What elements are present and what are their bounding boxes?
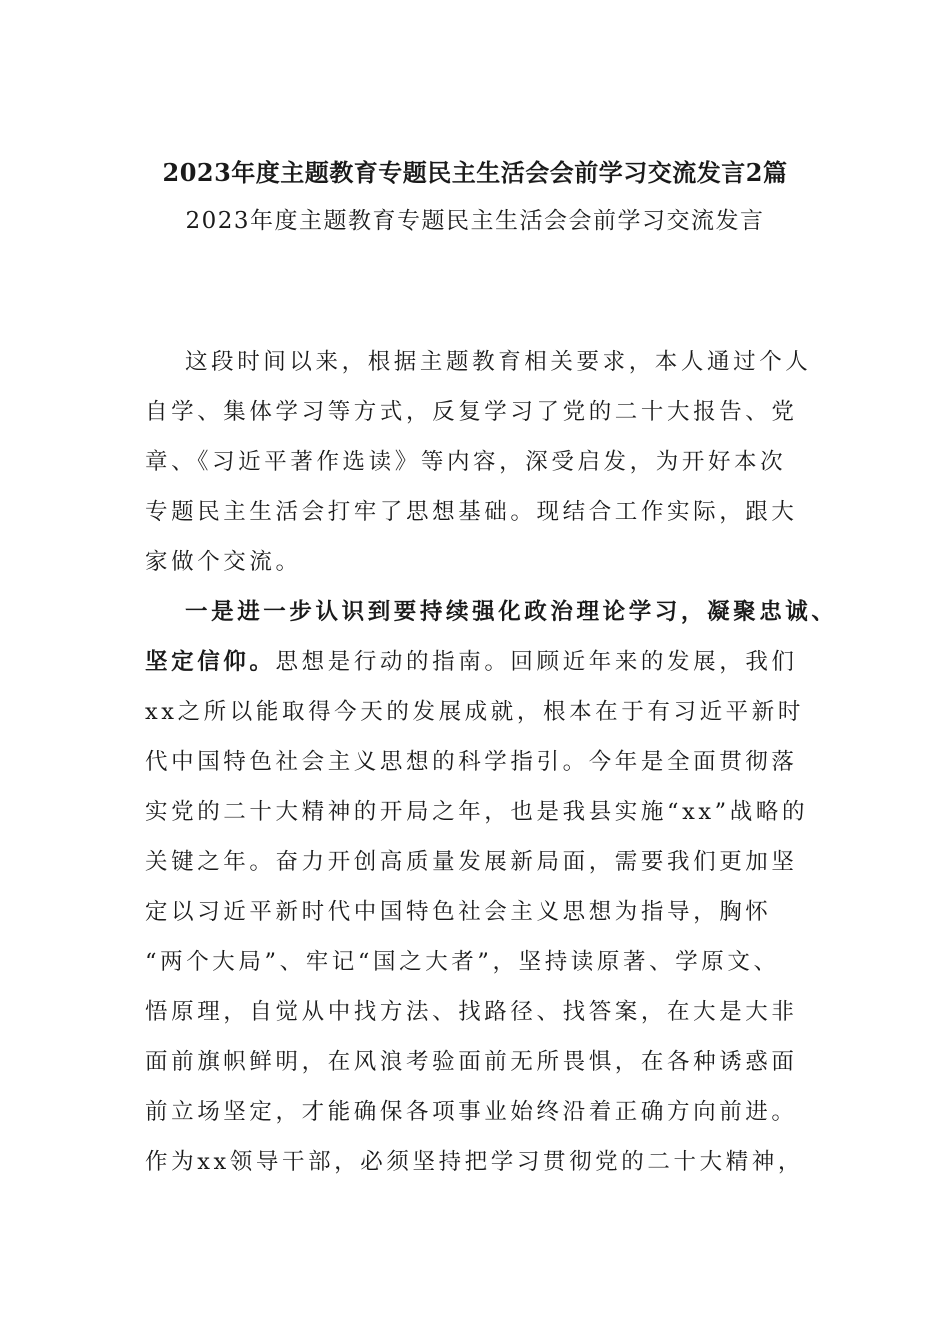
paragraph-line: 家做个交流。 <box>145 549 302 575</box>
paragraph-line: 自学、集体学习等方式，反复学习了党的二十大报告、党 <box>145 399 798 425</box>
paragraph-line: 定以习近平新时代中国特色社会主义思想为指导，胸怀 <box>145 899 772 925</box>
paragraph-line: 作为xx领导干部，必须坚持把学习贯彻党的二十大精神， <box>145 1149 804 1175</box>
paragraph-line: xx之所以能取得今天的发展成就，根本在于有习近平新时 <box>145 699 804 725</box>
paragraph-line: 代中国特色社会主义思想的科学指引。今年是全面贯彻落 <box>145 749 798 775</box>
section-heading: 一是进一步认识到要持续强化政治理论学习，凝聚忠诚、 <box>185 599 838 625</box>
paragraph-line: 悟原理，自觉从中找方法、找路径、找答案，在大是大非 <box>145 999 798 1025</box>
paragraph-text: 思想是行动的指南。回顾近年来的发展，我们 <box>275 649 798 675</box>
paragraph-line: 章、《习近平著作选读》等内容，深受启发，为开好本次 <box>145 449 787 475</box>
document-subtitle: 2023年度主题教育专题民主生活会会前学习交流发言 <box>185 208 765 234</box>
paragraph-line: 专题民主生活会打牢了思想基础。现结合工作实际，跟大 <box>145 499 798 525</box>
paragraph-line: 关键之年。奋力开创高质量发展新局面，需要我们更加坚 <box>145 849 798 875</box>
document-title: 2023年度主题教育专题民主生活会会前学习交流发言2篇 <box>162 158 788 187</box>
paragraph-line: 面前旗帜鲜明，在风浪考验面前无所畏惧，在各种诱惑面 <box>145 1049 798 1075</box>
paragraph-line: 实党的二十大精神的开局之年，也是我县实施“xx”战略的 <box>145 799 809 825</box>
paragraph-line: “两个大局”、牢记“国之大者”，坚持读原著、学原文、 <box>145 949 780 975</box>
paragraph-line: 前立场坚定，才能确保各项事业始终沿着正确方向前进。 <box>145 1099 798 1125</box>
paragraph-line <box>145 647 798 697</box>
section-heading-end: 坚定信仰。 <box>145 649 276 675</box>
paragraph-line: 这段时间以来，根据主题教育相关要求，本人通过个人 <box>185 349 812 375</box>
